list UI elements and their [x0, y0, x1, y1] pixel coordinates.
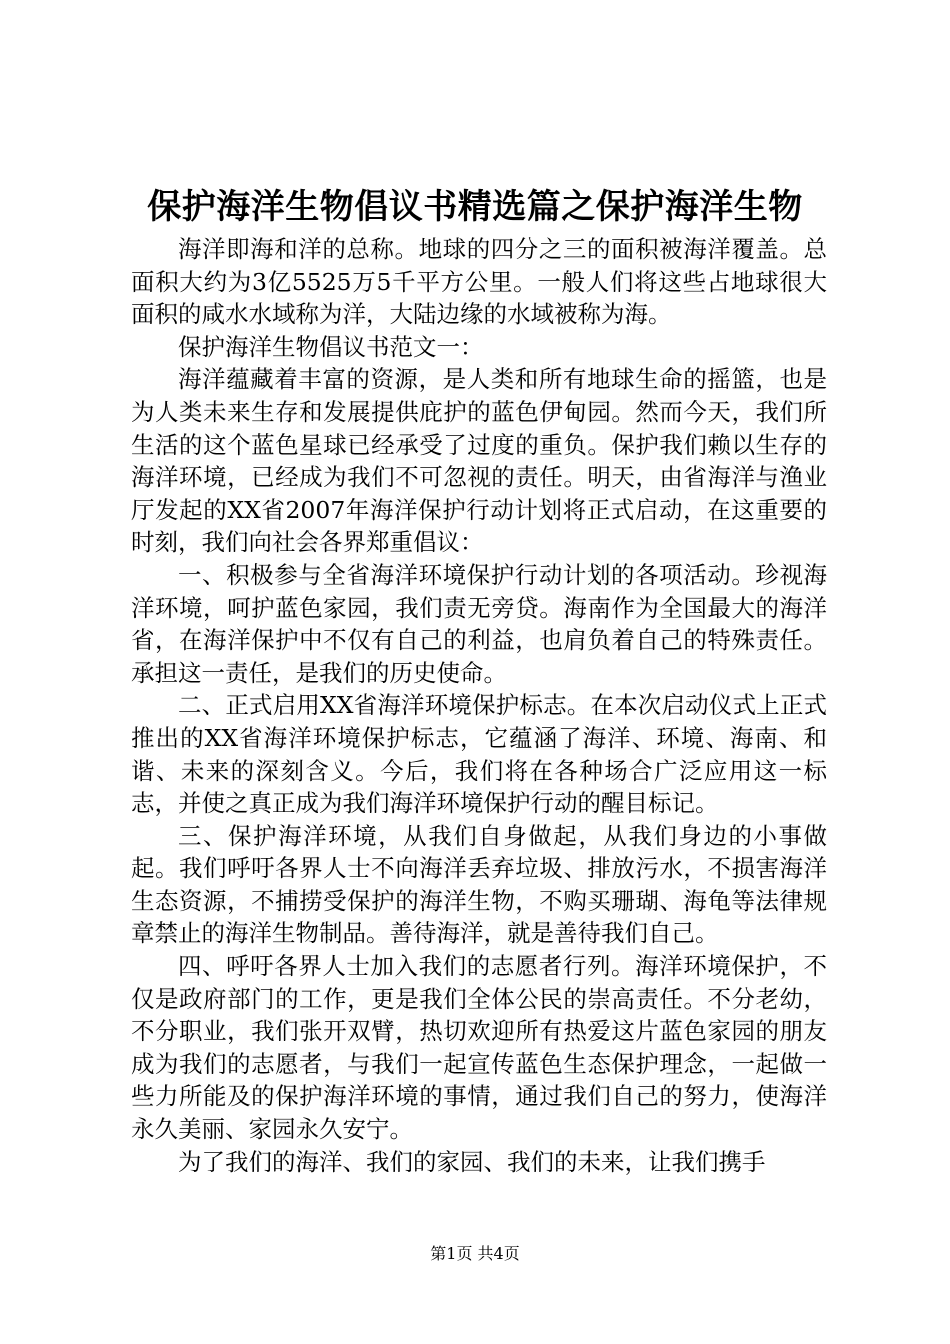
paragraph-item-2: 二、正式启用XX省海洋环境保护标志。在本次启动仪式上正式推出的XX省海洋环境保护标志，它蕴涵了海洋、环境、海南、和谐、未来的深刻含义。今后，我们将在各种场合广泛应用这一标志，并使之真正成为我们海洋环境保护行动的醒目标记。 — [131, 691, 827, 818]
document-title: 保护海洋生物倡议书精选篇之保护海洋生物 — [147, 187, 803, 227]
paragraph-heading: 保护海洋生物倡议书范文一： — [178, 332, 484, 361]
paragraph-preamble: 海洋蕴藏着丰富的资源，是人类和所有地球生命的摇篮，也是为人类未来生存和发展提供庇护的蓝色伊甸园。然而今天，我们所生活的这个蓝色星球已经承受了过度的重负。保护我们赖以生存的海洋环境，已经成为我们不可忽视的责任。明天，由省海洋与渔业厅发起的XX省2007年海洋保护行动计划将正式启动，在这重要的时刻，我们向社会各界郑重倡议： — [131, 365, 827, 557]
page-footer: 第1页 共4页 — [430, 1244, 520, 1263]
paragraph-item-3: 三、保护海洋环境，从我们自身做起，从我们身边的小事做起。我们呼吁各界人士不向海洋丢弃垃圾、排放污水，不损害海洋生态资源，不捕捞受保护的海洋生物，不购买珊瑚、海龟等法律规章禁止的海洋生物制品。善待海洋，就是善待我们自己。 — [131, 821, 827, 948]
paragraph-closing: 为了我们的海洋、我们的家园、我们的未来，让我们携手 — [178, 1147, 766, 1176]
paragraph-item-1: 一、积极参与全省海洋环境保护行动计划的各项活动。珍视海洋环境，呵护蓝色家园，我们责无旁贷。海南作为全国最大的海洋省，在海洋保护中不仅有自己的利益，也肩负着自己的特殊责任。承担这一责任，是我们的历史使命。 — [131, 560, 827, 687]
paragraph-item-4: 四、呼吁各界人士加入我们的志愿者行列。海洋环境保护，不仅是政府部门的工作，更是我们全体公民的崇高责任。不分老幼，不分职业，我们张开双臂，热切欢迎所有热爱这片蓝色家园的朋友成为我们的志愿者，与我们一起宣传蓝色生态保护理念，一起做一些力所能及的保护海洋环境的事情，通过我们自己的努力，使海洋永久美丽、家园永久安宁。 — [131, 952, 827, 1144]
paragraph-intro: 海洋即海和洋的总称。地球的四分之三的面积被海洋覆盖。总面积大约为3亿5525万5千平方公里。一般人们将这些占地球很大面积的咸水水域称为洋，大陆边缘的水域被称为海。 — [131, 235, 827, 329]
document-body — [131, 233, 827, 1178]
